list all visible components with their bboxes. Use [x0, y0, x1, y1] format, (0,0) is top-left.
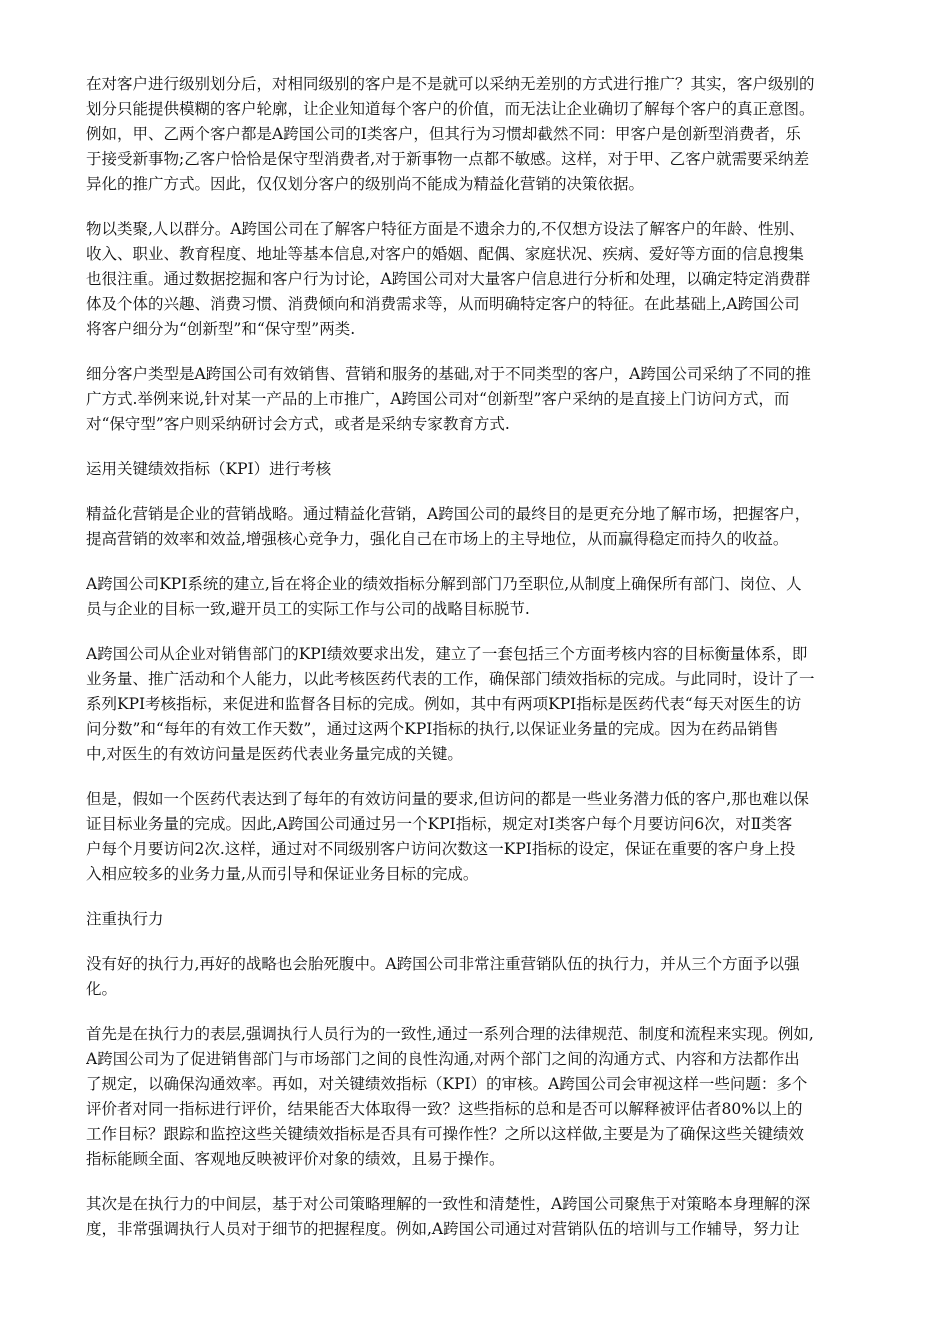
text-line: 评价者对同一指标进行评价，结果能否大体取得一致？这些指标的总和是否可以解释被评估者80%以上的 [86, 1100, 803, 1118]
text-line: 划分只能提供模糊的客户轮廓，让企业知道每个客户的价值，而无法让企业确切了解每个客户的真正意图。 [86, 100, 815, 118]
text-line: 运用关键绩效指标（KPI）进行考核 [86, 460, 332, 478]
text-line: 其次是在执行力的中间层，基于对公司策略理解的一致性和清楚性，A跨国公司聚焦于对策略本身理解的深 [86, 1195, 811, 1213]
text-line: 细分客户类型是A跨国公司有效销售、营销和服务的基础,对于不同类型的客户，A跨国公司采纳了不同的推 [86, 365, 811, 383]
text-line: 指标能顾全面、客观地反映被评价对象的绩效，且易于操作。 [86, 1150, 505, 1168]
text-line: 异化的推广方式。因此，仅仅划分客户的级别尚不能成为精益化营销的决策依据。 [86, 175, 645, 193]
text-line: 员与企业的目标一致,避开员工的实际工作与公司的战略目标脱节. [86, 600, 530, 618]
text-line: 于接受新事物;乙客户恰恰是保守型消费者,对于新事物一点都不敏感。这样，对于甲、乙客户就需要采纳差 [86, 150, 810, 168]
text-line: 收入、职业、教育程度、地址等基本信息,对客户的婚姻、配偶、家庭状况、疾病、爱好等方面的信息搜集 [86, 245, 804, 263]
text-line: A跨国公司为了促进销售部门与市场部门之间的良性沟通,对两个部门之间的沟通方式、内容和方法都作出 [86, 1050, 800, 1068]
text-line: 没有好的执行力,再好的战略也会胎死腹中。A跨国公司非常注重营销队伍的执行力，并从三个方面予以强 [86, 955, 800, 973]
text-line: 了规定，以确保沟通效率。再如，对关键绩效指标（KPI）的审核。A跨国公司会审视这样一些问题：多个 [86, 1075, 808, 1093]
paragraph [86, 362, 888, 437]
paragraph [86, 787, 888, 887]
paragraph [86, 1192, 888, 1242]
text-line: A跨国公司从企业对销售部门的KPI绩效要求出发，建立了一套包括三个方面考核内容的目标衡量体系，即 [86, 645, 808, 663]
text-line: 体及个体的兴趣、消费习惯、消费倾向和消费需求等，从而明确特定客户的特征。在此基础上,A跨国公司 [86, 295, 800, 313]
section-heading [86, 907, 888, 932]
text-line: 广方式.举例来说,针对某一产品的上市推广，A跨国公司对“创新型”客户采纳的是直接上门访问方式，而 [86, 390, 790, 408]
text-line: 注重执行力 [86, 910, 164, 928]
paragraph [86, 952, 888, 1002]
text-line: 证目标业务量的完成。因此,A跨国公司通过另一个KPI指标，规定对Ⅰ类客户每个月要访问6次，对Ⅱ类客 [86, 815, 793, 833]
paragraph [86, 72, 888, 197]
paragraph [86, 1022, 888, 1172]
text-line: 户每个月要访问2次.这样，通过对不同级别客户访问次数这一KPI指标的设定，保证在重要的客户身上投 [86, 840, 796, 858]
text-line: 但是，假如一个医药代表达到了每年的有效访问量的要求,但访问的都是一些业务潜力低的客户,那也难以保 [86, 790, 809, 808]
text-line: 将客户细分为“创新型”和“保守型”两类. [86, 320, 356, 338]
paragraph [86, 572, 888, 622]
text-line: 问分数”和“每年的有效工作天数”，通过这两个KPI指标的执行,以保证业务量的完成。因为在药品销售 [86, 720, 779, 738]
text-line: 工作目标？跟踪和监控这些关键绩效指标是否具有可操作性？之所以这样做,主要是为了确保这些关键绩效 [86, 1125, 804, 1143]
text-line: 化。 [86, 980, 118, 998]
text-line: 系列KPI考核指标，来促进和监督各目标的完成。例如，其中有两项KPI指标是医药代表“每天对医生的访 [86, 695, 802, 713]
text-line: 对“保守型”客户则采纳研讨会方式，或者是采纳专家教育方式. [86, 415, 510, 433]
paragraph [86, 642, 888, 767]
paragraph [86, 217, 888, 342]
text-line: 首先是在执行力的表层,强调执行人员行为的一致性,通过一系列合理的法律规范、制度和流程来实现。例如, [86, 1025, 814, 1043]
text-line: 精益化营销是企业的营销战略。通过精益化营销，A跨国公司的最终目的是更充分地了解市场，把握客户， [86, 505, 811, 523]
text-line: 中,对医生的有效访问量是医药代表业务量完成的关键。 [86, 745, 463, 763]
text-line: 度，非常强调执行人员对于细节的把握程度。例如,A跨国公司通过对营销队伍的培训与工作辅导，努力让 [86, 1220, 800, 1238]
text-line: 入相应较多的业务力量,从而引导和保证业务目标的完成。 [86, 865, 479, 883]
text-line: 也很注重。通过数据挖掘和客户行为讨论，A跨国公司对大量客户信息进行分析和处理，以确定特定消费群 [86, 270, 811, 288]
text-line: 在对客户进行级别划分后，对相同级别的客户是不是就可以采纳无差别的方式进行推广？其实，客户级别的 [86, 75, 815, 93]
section-heading [86, 457, 888, 482]
paragraph [86, 502, 888, 552]
text-line: 物以类聚,人以群分。A跨国公司在了解客户特征方面是不遗余力的,不仅想方设法了解客户的年龄、性别、 [86, 220, 805, 238]
text-line: 例如，甲、乙两个客户都是A跨国公司的Ⅰ类客户，但其行为习惯却截然不同：甲客户是创新型消费者，乐 [86, 125, 801, 143]
text-line: A跨国公司KPI系统的建立,旨在将企业的绩效指标分解到部门乃至职位,从制度上确保所有部门、岗位、人 [86, 575, 802, 593]
text-line: 业务量、推广活动和个人能力，以此考核医药代表的工作，确保部门绩效指标的完成。与此同时，设计了一 [86, 670, 815, 688]
text-line: 提高营销的效率和效益,增强核心竞争力，强化自己在市场上的主导地位，从而赢得稳定而持久的收益。 [86, 530, 789, 548]
